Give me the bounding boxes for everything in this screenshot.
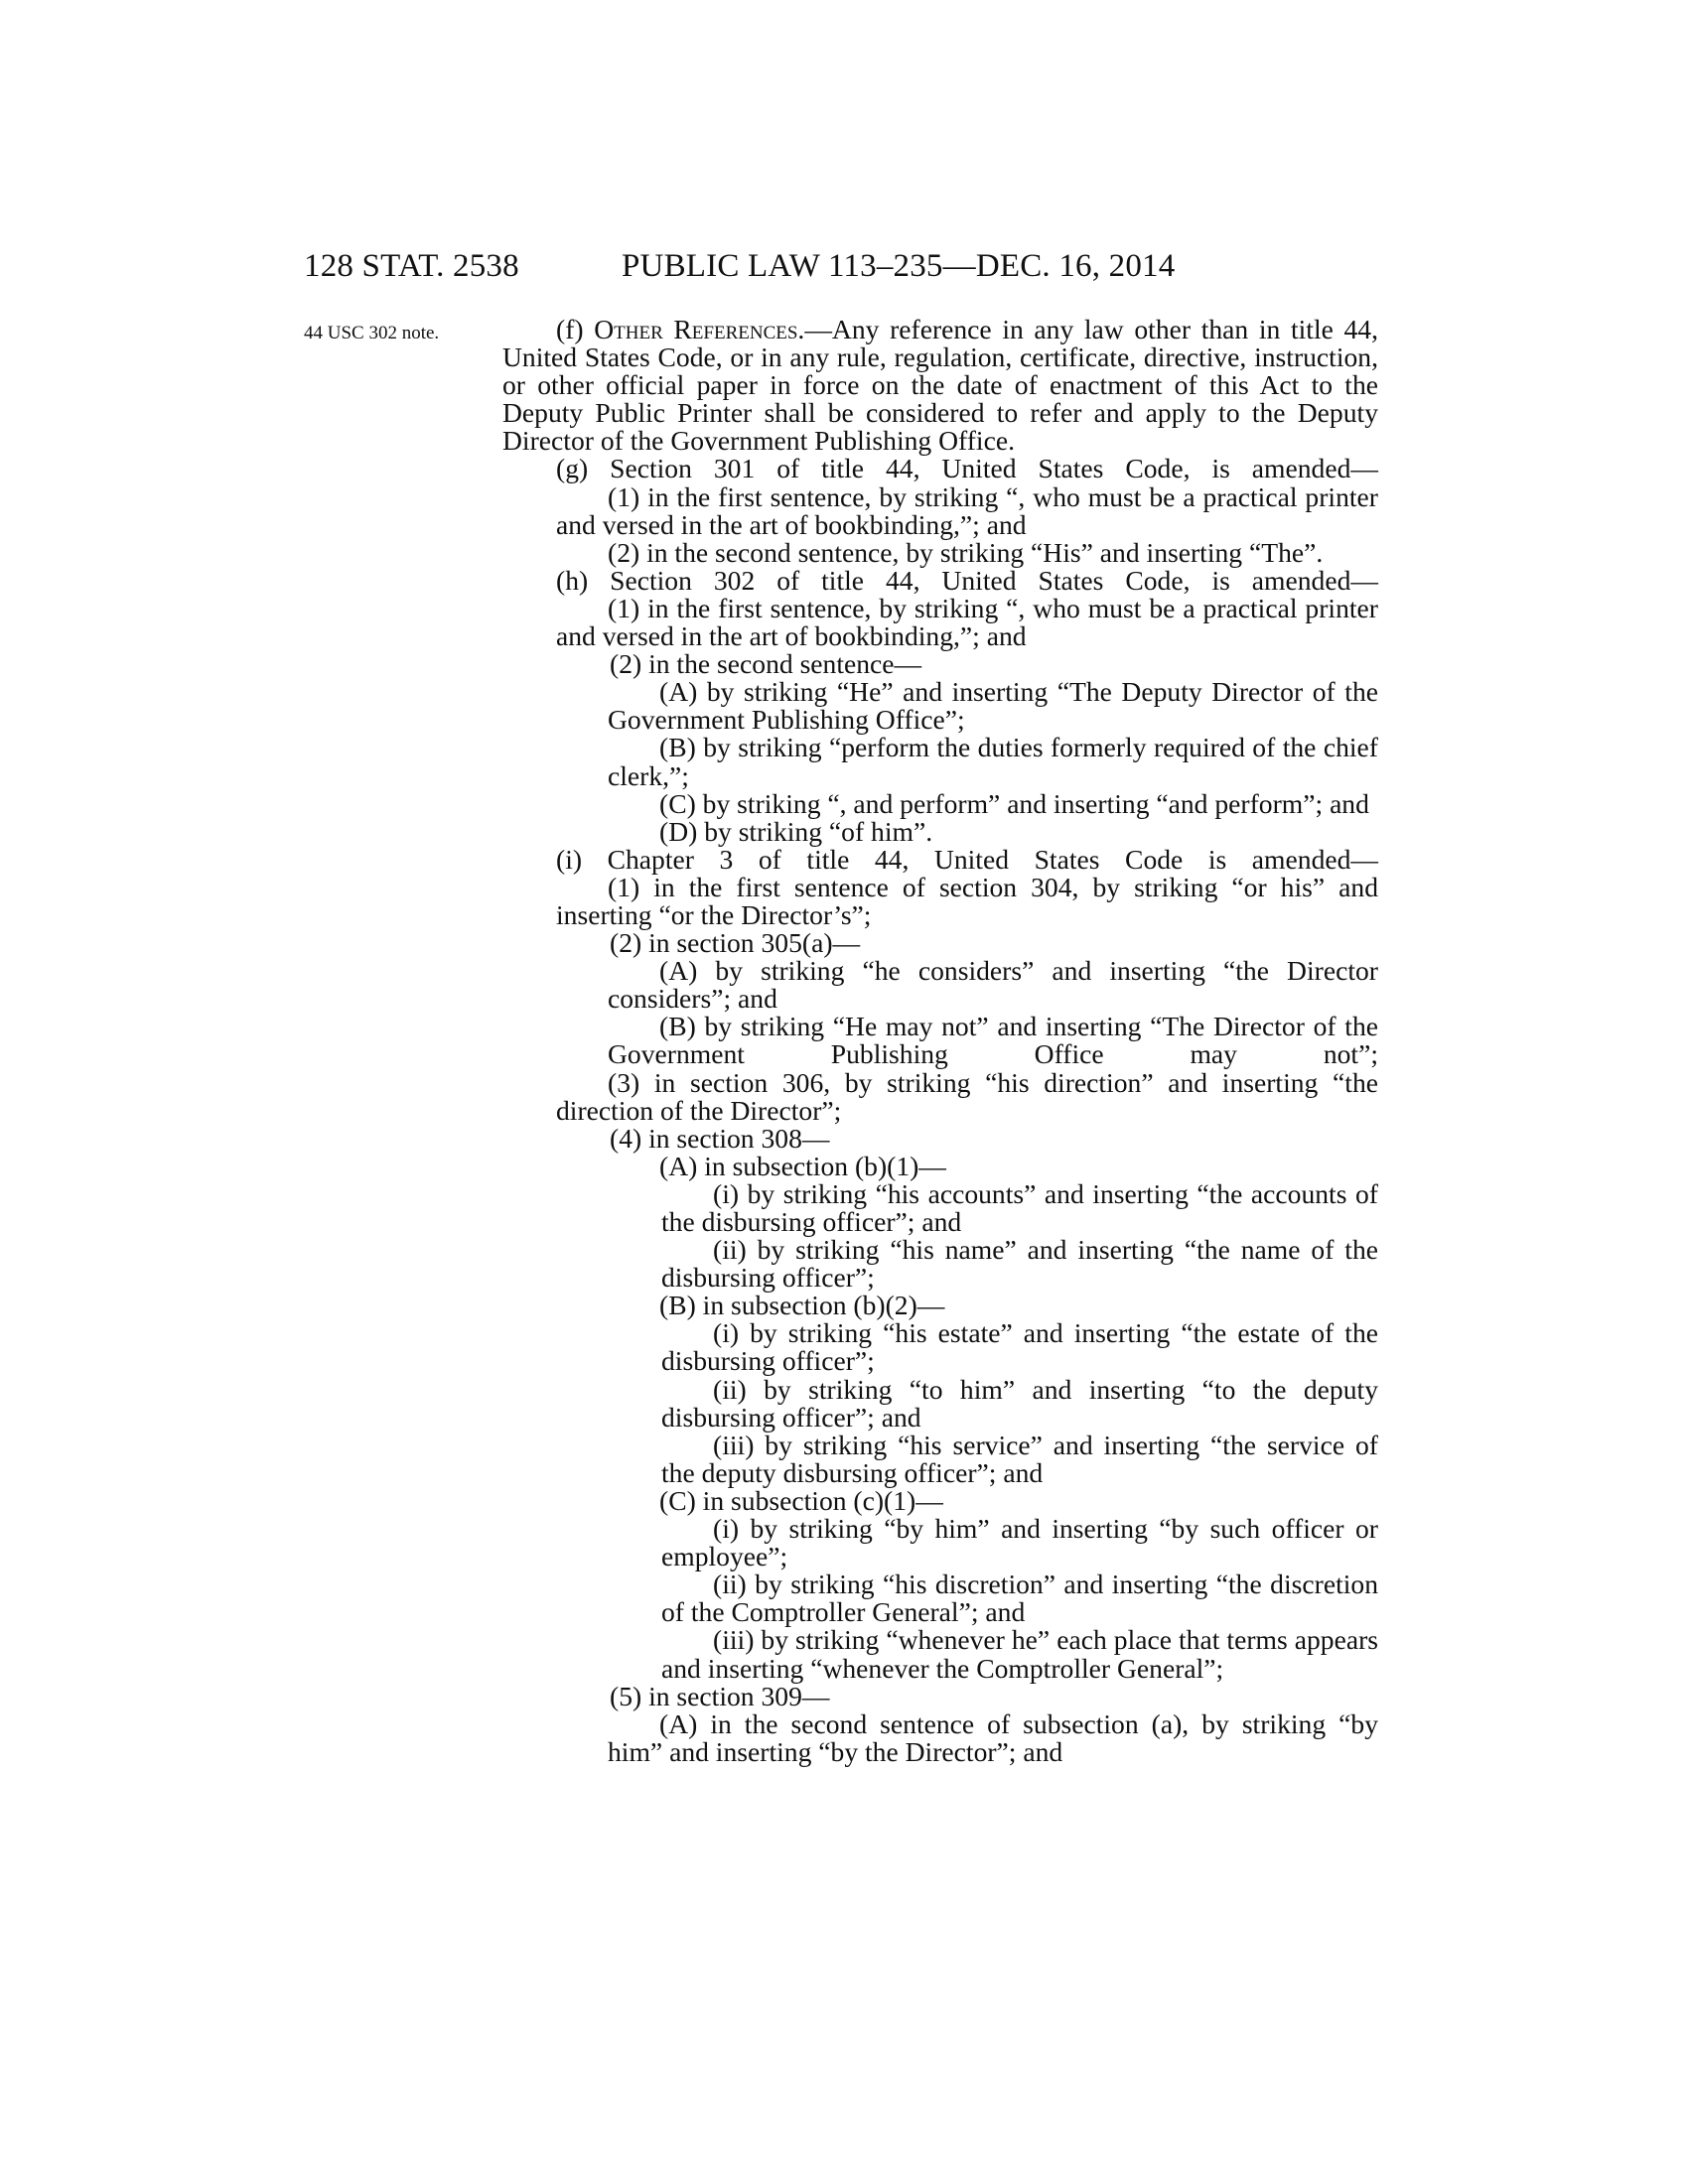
subsection-f-heading: Other References xyxy=(594,314,798,344)
law-paragraph: (ii) by striking “his discretion” and inserting “the discretion of the Comptroller General”; and xyxy=(661,1569,1378,1628)
running-title: PUBLIC LAW 113–235—DEC. 16, 2014 xyxy=(622,248,1176,284)
law-paragraph: (3) in section 306, by striking “his direction” and inserting “the direction of the Director”; xyxy=(556,1066,1378,1126)
subsection-f xyxy=(502,316,1378,455)
law-paragraph: (A) by striking “He” and inserting “The Deputy Director of the Government Publishing Office”; xyxy=(608,676,1378,736)
law-paragraph: (ii) by striking “to him” and inserting “to the deputy disbursing officer”; and xyxy=(661,1373,1378,1433)
law-paragraph: (1) in the first sentence of section 304, by striking “or his” and inserting “or the Director’s”; xyxy=(556,871,1378,930)
statute-page-number: 128 STAT. 2538 xyxy=(304,248,519,284)
law-paragraph: (i) by striking “his accounts” and inserting “the accounts of the disbursing officer”; and xyxy=(661,1177,1378,1237)
margin-citation-note: 44 USC 302 note. xyxy=(304,323,440,343)
law-paragraph: (A) in subsection (b)(1)— xyxy=(659,1150,946,1181)
law-paragraph: (A) by striking “he considers” and inserting “the Director considers”; and xyxy=(608,955,1378,1015)
law-paragraph: (i) by striking “by him” and inserting “by such officer or employee”; xyxy=(661,1513,1378,1572)
law-paragraph: (i) Chapter 3 of title 44, United States Code is amended— xyxy=(556,843,1378,875)
law-paragraph: (B) by striking “perform the duties formerly required of the chief clerk,”; xyxy=(608,732,1378,791)
law-text-body xyxy=(502,316,1378,1766)
law-paragraph: (C) in subsection (c)(1)— xyxy=(659,1484,943,1516)
law-paragraph: (B) in subsection (b)(2)— xyxy=(659,1290,945,1321)
law-paragraph: (4) in section 308— xyxy=(610,1122,830,1154)
law-paragraph: (2) in the second sentence— xyxy=(610,648,922,680)
law-paragraph: (C) by striking “, and perform” and inserting “and perform”; and xyxy=(659,787,1369,819)
law-paragraph: (h) Section 302 of title 44, United States Code, is amended— xyxy=(556,564,1378,596)
amendment-paragraphs xyxy=(502,455,1378,1765)
law-paragraph: (1) in the first sentence, by striking “, who must be a practical printer and versed in the art of bookbinding,”; and xyxy=(556,480,1378,540)
law-paragraph: (g) Section 301 of title 44, United States Code, is amended— xyxy=(556,453,1378,484)
law-paragraph: (iii) by striking “whenever he” each place that terms appears and inserting “whenever the Comptroller General”; xyxy=(661,1624,1378,1684)
law-paragraph: (ii) by striking “his name” and inserting “the name of the disbursing officer”; xyxy=(661,1234,1378,1294)
law-paragraph: (1) in the first sentence, by striking “, who must be a practical printer and versed in the art of bookbinding,”; and xyxy=(556,592,1378,652)
law-paragraph: (5) in section 309— xyxy=(610,1680,830,1711)
law-paragraph: (A) in the second sentence of subsection (a), by striking “by him” and inserting “by the Director”; and xyxy=(608,1707,1378,1767)
subsection-f-label: (f) xyxy=(556,314,595,344)
law-paragraph: (i) by striking “his estate” and inserting “the estate of the disbursing officer”; xyxy=(661,1317,1378,1377)
law-paragraph: (2) in section 305(a)— xyxy=(610,927,861,959)
law-paragraph: (B) by striking “He may not” and inserting “The Director of the Government Publishing Office may not”; xyxy=(608,1011,1378,1070)
law-paragraph: (2) in the second sentence, by striking “His” and inserting “The”. xyxy=(608,536,1324,568)
law-paragraph: (D) by striking “of him”. xyxy=(659,815,933,847)
law-paragraph: (iii) by striking “his service” and inserting “the service of the deputy disbursing officer”; and xyxy=(661,1429,1378,1488)
subsection-f-text: .—Any reference in any law other than in title 44, United States Code, or in any rule, regulation, certificate, directive, instruction, or other official paper in force on the date of enactment of this Act to the Deputy Public Printer shall be considered to refer and apply to the Deputy Director of the Government Publishing Office. xyxy=(502,314,1379,457)
